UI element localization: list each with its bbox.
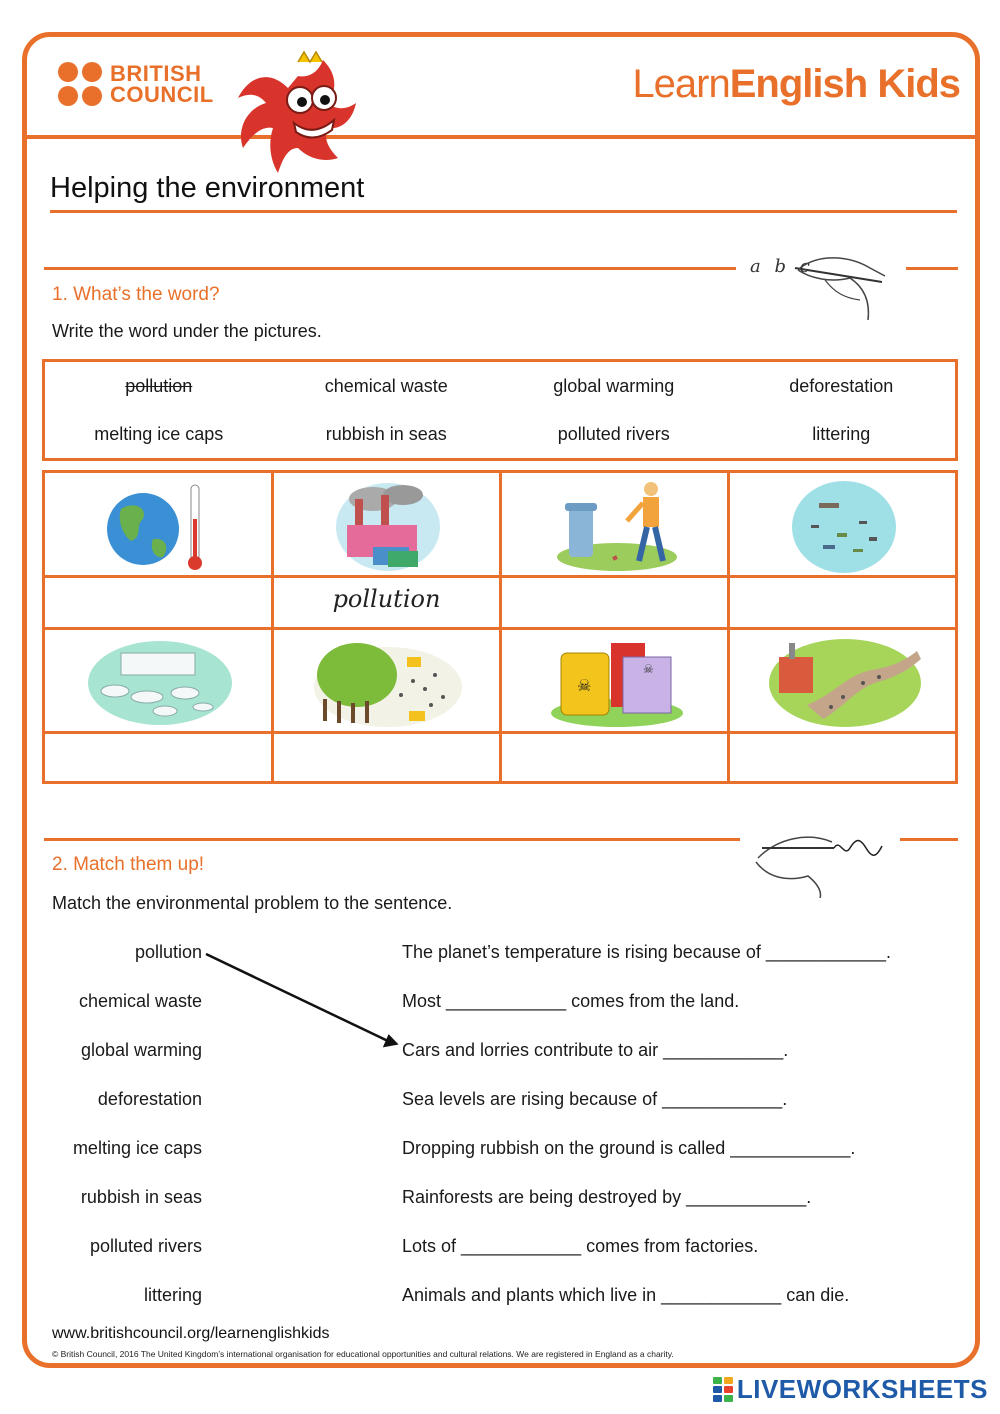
- liveworksheets-text: LIVEWORKSHEETS: [736, 1374, 988, 1404]
- section2-instruction: Match the environmental problem to the sentence.: [52, 893, 453, 913]
- abc-handwriting: a b c: [750, 256, 814, 277]
- word-bank-item: chemical waste: [324, 375, 448, 396]
- writing-hand-icon: [748, 818, 888, 898]
- problem-item[interactable]: littering: [143, 1285, 202, 1305]
- word-bank: [42, 359, 958, 461]
- problem-item[interactable]: deforestation: [97, 1089, 202, 1109]
- word-bank-item: littering: [812, 423, 871, 444]
- picture-grid: [42, 470, 958, 784]
- monster-mascot-icon: [228, 48, 368, 178]
- footer-copyright: © British Council, 2016 The United Kingdom’s international organisation for educational opportunities and cultural relations. We are registered in England as a charity.: [52, 1349, 674, 1359]
- problem-item[interactable]: rubbish in seas: [80, 1187, 202, 1207]
- sentence-item[interactable]: Animals and plants which live in ____________ can die.: [402, 1285, 850, 1305]
- writing-hand-icon: [790, 248, 900, 328]
- sentence-item[interactable]: Dropping rubbish on the ground is called ____________.: [402, 1138, 856, 1158]
- liveworksheets-icon: [713, 1377, 733, 1403]
- word-bank-item: rubbish in seas: [325, 423, 447, 444]
- word-bank-item: global warming: [553, 375, 675, 396]
- svg-text:☠: ☠: [643, 662, 654, 676]
- problem-item[interactable]: global warming: [80, 1040, 202, 1060]
- sentence-item[interactable]: Rainforests are being destroyed by ____________.: [402, 1187, 812, 1207]
- sentence-item[interactable]: The planet’s temperature is rising because of ____________.: [402, 942, 891, 962]
- section1-rule-end: [906, 267, 958, 270]
- problem-item[interactable]: melting ice caps: [72, 1138, 202, 1158]
- section2-rule-end: [900, 838, 958, 841]
- sentence-item[interactable]: Cars and lorries contribute to air ____________.: [402, 1040, 789, 1060]
- word-bank-item: pollution: [125, 375, 193, 396]
- sea-rubbish-picture: [789, 477, 899, 573]
- problem-item[interactable]: polluted rivers: [89, 1236, 202, 1256]
- polluted-river-picture: [767, 633, 923, 729]
- sentence-item[interactable]: Sea levels are rising because of ____________.: [402, 1089, 788, 1109]
- word-bank-item: deforestation: [789, 375, 894, 396]
- problem-item[interactable]: pollution: [134, 942, 202, 962]
- sentence-item[interactable]: Lots of ____________ comes from factories.: [402, 1236, 759, 1256]
- word-bank-item: polluted rivers: [557, 423, 670, 444]
- page-title: Helping the environment: [50, 172, 365, 204]
- melting-ice-picture: [85, 635, 235, 727]
- svg-text:☠: ☠: [577, 676, 592, 695]
- footer-url[interactable]: www.britishcouncil.org/learnenglishkids: [52, 1325, 330, 1342]
- section2-heading: 2. Match them up!: [52, 854, 205, 875]
- answer-cell[interactable]: pollution: [332, 585, 441, 613]
- british-council-logo: [58, 62, 214, 106]
- section1-instruction: Write the word under the pictures.: [52, 321, 322, 341]
- bc-dots-icon: [58, 62, 102, 106]
- deforestation-picture: [313, 635, 463, 729]
- section1-heading: 1. What’s the word?: [52, 284, 220, 305]
- example-match-arrow: [200, 948, 410, 1052]
- globe-thermometer-picture: [103, 479, 213, 573]
- problem-item[interactable]: chemical waste: [78, 991, 202, 1011]
- section1-rule: [44, 267, 736, 270]
- header-rule: [26, 135, 976, 139]
- factory-smoke-picture: [333, 477, 443, 573]
- bc-line1: BRITISH: [110, 61, 202, 86]
- sentence-item[interactable]: Most ____________ comes from the land.: [402, 991, 740, 1011]
- section2-rule: [44, 838, 740, 841]
- title-rule: [50, 210, 957, 213]
- liveworksheets-watermark: [713, 1374, 988, 1405]
- littering-picture: [555, 477, 681, 573]
- word-bank-item: melting ice caps: [94, 423, 224, 444]
- bc-line2: COUNCIL: [110, 82, 214, 107]
- learnenglish-kids-logo: LearnEnglish Kids: [632, 62, 960, 106]
- chemical-barrels-picture: [549, 635, 689, 729]
